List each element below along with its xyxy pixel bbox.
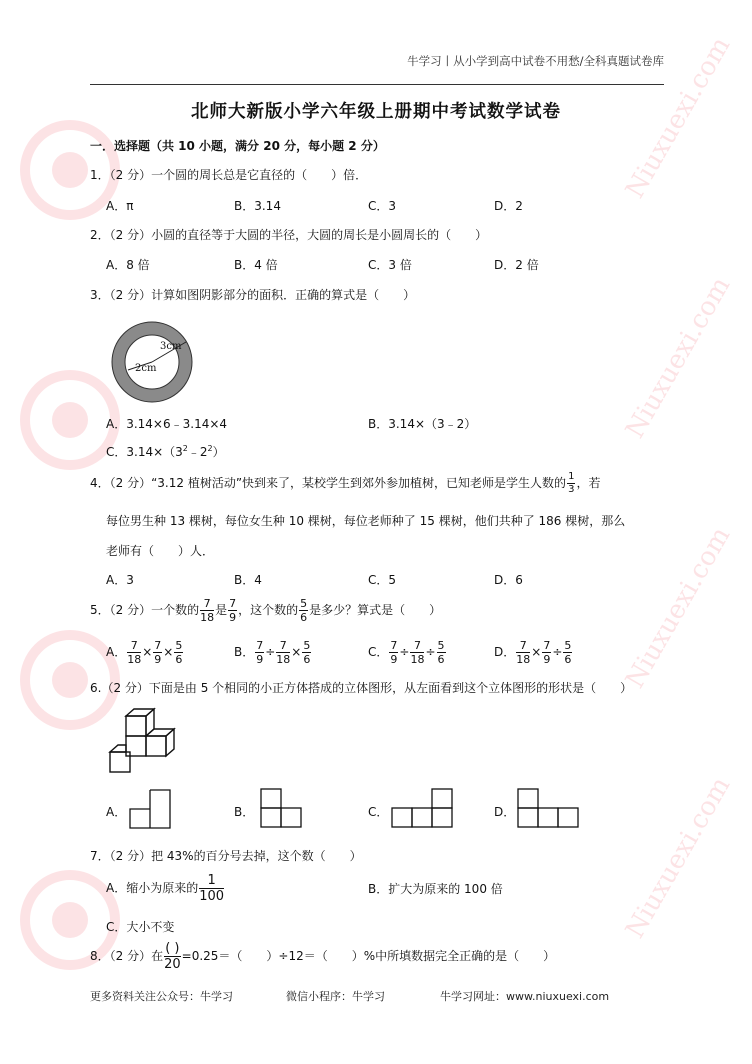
q3-c-sup1: 2 — [182, 444, 188, 453]
q1-option-a[interactable]: A．π — [106, 199, 134, 213]
q3-option-a[interactable]: A．3.14×6﹣3.14×4 — [106, 417, 228, 431]
frac — [410, 640, 424, 665]
op: × — [142, 645, 153, 659]
footer-wechat-account: 更多资料关注公众号：牛学习 — [90, 990, 233, 1003]
frac-den: 9 — [256, 653, 264, 666]
q6-option-a-figure[interactable] — [128, 788, 172, 830]
frac-num: 7 — [256, 639, 264, 652]
frac-num: 7 — [516, 640, 530, 653]
frac — [516, 640, 530, 665]
q7-option-a[interactable] — [106, 874, 225, 903]
q3-c-suffix: ） — [212, 445, 225, 459]
q5-post: 是多少？算式是（ ） — [309, 603, 442, 617]
frac-den: 18 — [127, 653, 142, 666]
watermark-right-mid — [610, 260, 750, 460]
op: × — [531, 645, 542, 659]
q7-a-text: A．缩小为原来的 — [106, 881, 199, 895]
q4-frac-den: 3 — [568, 484, 575, 495]
q4-fraction — [567, 472, 575, 495]
q5-stem — [90, 598, 441, 623]
frac-num: 5 — [300, 597, 308, 610]
frac — [437, 640, 446, 665]
q5-option-b[interactable] — [234, 640, 312, 665]
q1-option-b[interactable]: B．3.14 — [234, 199, 281, 213]
frac-den: 100 — [199, 889, 225, 904]
q4-option-b[interactable]: B．4 — [234, 573, 262, 587]
q7-option-c[interactable]: C．大小不变 — [106, 920, 175, 934]
option-label: C． — [368, 645, 389, 659]
q4-option-c[interactable]: C．5 — [368, 573, 397, 587]
frac-num: 7 — [390, 639, 398, 652]
frac-num: 5 — [303, 639, 311, 652]
frac — [563, 640, 572, 665]
q4-line1 — [90, 472, 600, 495]
option-label: D． — [494, 645, 516, 659]
frac-num: 7 — [276, 640, 290, 653]
q6-option-d[interactable]: D． — [494, 805, 516, 819]
q2-option-a[interactable]: A．8 倍 — [106, 258, 150, 272]
q4-frac-num: 1 — [568, 471, 575, 482]
option-label: B． — [234, 645, 255, 659]
op: × — [163, 645, 174, 659]
q5-option-a[interactable] — [106, 640, 184, 665]
q7-option-b[interactable]: B．扩大为原来的 100 倍 — [368, 882, 503, 896]
frac-num: 7 — [543, 639, 551, 652]
frac-den: 18 — [410, 653, 425, 666]
option-label: A． — [106, 645, 127, 659]
frac-den: 6 — [303, 653, 311, 666]
footer-mini-program: 微信小程序：牛学习 — [286, 990, 385, 1003]
q1-option-d[interactable]: D．2 — [494, 199, 523, 213]
q6-option-b-figure[interactable] — [258, 786, 304, 830]
page-title: 北师大新版小学六年级上册期中考试数学试卷 — [191, 102, 561, 122]
header-divider — [90, 84, 664, 85]
q6-stem: 6.（2 分）下面是由 5 个相同的小正方体搭成的立体图形，从左面看到这个立体图形的形状是（ ） — [90, 681, 633, 695]
frac-num: 7 — [410, 640, 424, 653]
q8-stem — [90, 942, 555, 971]
q5-option-c[interactable] — [368, 640, 447, 665]
frac — [276, 640, 290, 665]
q5-frac-7-18 — [200, 598, 214, 623]
op: ÷ — [265, 645, 276, 659]
q3-option-b[interactable]: B．3.14×（3﹣2） — [368, 417, 477, 431]
frac-den: 9 — [154, 653, 162, 666]
watermark-text: Niuxuexi.com — [620, 521, 737, 694]
q2-option-d[interactable]: D．2 倍 — [494, 258, 539, 272]
q7-stem: 7．（2 分）把 43%的百分号去掉，这个数（ ） — [90, 849, 362, 863]
footer-website[interactable]: 牛学习网址：www.niuxuexi.com — [440, 990, 610, 1003]
q2-option-c[interactable]: C．3 倍 — [368, 258, 412, 272]
q4-line1-text: 4．（2 分）“3.12 植树活动”快到来了，某校学生到郊外参加植树，已知老师是学生人数的 — [90, 476, 567, 490]
frac-den: 6 — [300, 611, 308, 624]
op: × — [291, 645, 302, 659]
q7-a-fraction — [199, 874, 224, 903]
frac-den: 20 — [164, 957, 181, 972]
outer-radius-label: 3cm — [160, 341, 182, 352]
frac-num: 7 — [127, 640, 141, 653]
frac-den: 9 — [229, 611, 237, 624]
q4-option-d[interactable]: D．6 — [494, 573, 523, 587]
frac-den: 18 — [200, 611, 215, 624]
frac-num: 1 — [199, 874, 224, 889]
inner-radius-label: 2cm — [135, 363, 157, 374]
q8-post: =0.25＝（ ）÷12＝（ ）%中所填数据完全正确的是（ ） — [181, 949, 556, 963]
watermark-text: Niuxuexi.com — [620, 271, 737, 444]
frac-num: 7 — [200, 598, 214, 611]
frac — [389, 640, 398, 665]
frac-num: 5 — [437, 639, 445, 652]
q5-frac-7-9 — [228, 598, 237, 623]
frac-den: 9 — [390, 653, 398, 666]
q5-mid1: 是 — [215, 603, 228, 617]
q4-line2: 每位男生种 13 棵树，每位女生种 10 棵树，每位老师种了 15 棵树，他们共种了 186 棵树，那么 — [106, 514, 626, 528]
q3-stem: 3．（2 分）计算如图阴影部分的面积．正确的算式是（ ） — [90, 288, 416, 302]
q8-fraction — [164, 942, 181, 971]
q5-option-d[interactable] — [494, 640, 573, 665]
q1-stem: 1．（2 分）一个圆的周长总是它直径的（ ）倍． — [90, 168, 368, 182]
frac — [127, 640, 141, 665]
q5-pre: 5．（2 分）一个数的 — [90, 603, 200, 617]
frac-den: 6 — [175, 653, 183, 666]
frac-num: 7 — [229, 597, 237, 610]
q4-line1-suffix: ，若 — [576, 476, 601, 490]
q8-pre: 8．（2 分）在 — [90, 949, 164, 963]
q4-line3: 老师有（ ）人． — [106, 544, 215, 558]
q6-option-a[interactable]: A． — [106, 805, 127, 819]
watermark-text: Niuxuexi.com — [620, 31, 737, 204]
q6-option-c-figure[interactable] — [390, 786, 456, 830]
op: ÷ — [425, 645, 436, 659]
q2-option-b[interactable]: B．4 倍 — [234, 258, 278, 272]
q3-c-prefix: C．3.14×（3 — [106, 445, 183, 459]
frac-num: 7 — [154, 639, 162, 652]
frac — [255, 640, 264, 665]
section-heading: 一．选择题（共 10 小题，满分 20 分，每小题 2 分） — [90, 139, 385, 153]
frac-den: 9 — [543, 653, 551, 666]
frac-num: 5 — [175, 639, 183, 652]
frac-den: 18 — [516, 653, 531, 666]
q5-frac-5-6 — [299, 598, 308, 623]
q6-option-b[interactable]: B． — [234, 805, 255, 819]
q3-option-c[interactable] — [106, 443, 225, 460]
watermark-right-bottom — [610, 760, 750, 960]
header-slogan: 牛学习丨从小学到高中试卷不用愁/全科真题试卷库 — [407, 54, 664, 68]
frac-num: 5 — [564, 639, 572, 652]
q5-mid2: ，这个数的 — [238, 603, 299, 617]
op: ÷ — [552, 645, 563, 659]
q2-stem: 2．（2 分）小圆的直径等于大圆的半径，大圆的周长是小圆周长的（ ） — [90, 228, 488, 242]
q6-option-c[interactable]: C． — [368, 805, 389, 819]
q6-option-d-figure[interactable] — [516, 786, 582, 830]
frac — [542, 640, 551, 665]
op: ÷ — [399, 645, 410, 659]
q3-c-mid: ﹣2 — [187, 445, 208, 459]
frac — [302, 640, 311, 665]
frac-den: 6 — [437, 653, 445, 666]
q4-option-a[interactable]: A．3 — [106, 573, 134, 587]
watermark-text: Niuxuexi.com — [620, 771, 737, 944]
q3-c-sup2: 2 — [207, 444, 213, 453]
frac-den: 6 — [564, 653, 572, 666]
frac — [174, 640, 183, 665]
annulus-figure — [108, 318, 196, 406]
frac-den: 18 — [276, 653, 291, 666]
frac — [153, 640, 162, 665]
frac-num: ( ) — [165, 941, 180, 956]
cube-stack-figure — [104, 706, 176, 776]
q1-option-c[interactable]: C．3 — [368, 199, 397, 213]
